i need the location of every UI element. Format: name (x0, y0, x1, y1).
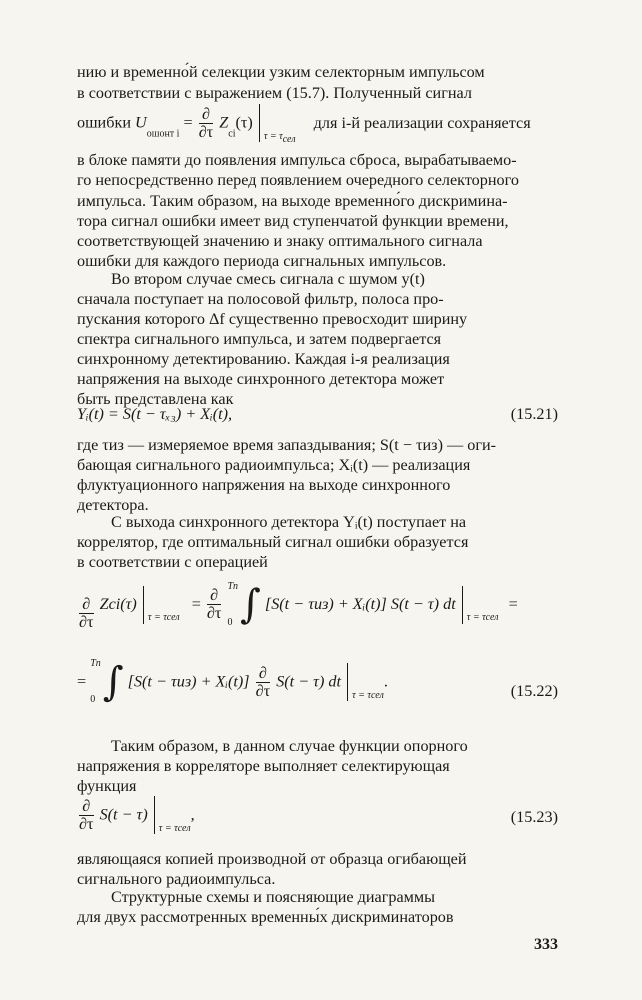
evaluation-subscript: τ = τсел (147, 612, 180, 624)
para7-line2: для двух рассмотренных временны́х дискриминаторов (77, 908, 454, 926)
evaluation-subscript: τ = τсел (263, 130, 296, 145)
para1-line1: нию и временно́й селекции узким селекторным импульсом (77, 63, 485, 81)
para1-line6: импульса. Таким образом, на выходе временно́го дискримина- (77, 192, 508, 210)
para7-line1: Структурные схемы и поясняющие диаграммы (111, 888, 436, 906)
equation-15-22-line1 (77, 578, 559, 648)
equation-15-21: Yᵢ(t) = S(t − τₓ₃) + Xᵢ(t), (77, 405, 233, 423)
para1-line3 (77, 104, 559, 150)
text-fragment: ошибки (77, 113, 131, 132)
integral-limits: Tп 0 (227, 580, 238, 628)
page-number: 333 (534, 936, 558, 953)
symbol-tau: (τ) (235, 113, 253, 132)
evaluation-bar (462, 586, 465, 624)
evaluation-bar (259, 104, 262, 142)
para6-line2: сигнального радиоимпульса. (77, 870, 276, 888)
para4-line3: в соответствии с операцией (77, 553, 268, 571)
para3-line1: где τиз — измеряемое время запаздывания; S(t − τиз) — оги- (77, 436, 497, 454)
equals-sign: = (191, 595, 201, 613)
para1-line8: соответствующей значению и знаку оптимального сигнала (77, 232, 483, 250)
equals-sign: = (77, 672, 87, 691)
partial-derivative: $\frac{\partial}{\partial\tau}$ (79, 595, 94, 631)
para1-line2: в соответствии с выражением (15.7). Полученный сигнал (77, 84, 472, 102)
partial-derivative: $\frac{\partial}{\partial\tau}$ (79, 796, 94, 833)
symbol-Z-sub: ci (228, 128, 236, 140)
para2-line3: пускания которого Δf существенно превосходит ширину (77, 310, 468, 328)
lhs-expression: Zci(τ) (99, 595, 137, 613)
para5-line2: напряжения в корреляторе выполняет селектирующая (77, 757, 450, 775)
integral-sign: ∫ (102, 659, 124, 705)
equation-number-15-21: (15.21) (510, 405, 558, 423)
integral-sign: ∫ (240, 581, 261, 628)
para5-line3: функция (77, 777, 137, 795)
para3-line2: бающая сигнального радиоимпульса; Xᵢ(t) — реализация (77, 456, 471, 474)
para2-line2: сначала поступает на полосовой фильтр, полоса про- (77, 290, 444, 308)
equation-15-22-line2: = Tп 0 ∫ [S(t − τиз) + Xᵢ(t)] $\frac{\partial}{\partial\tau}$ S(t − τ) dt $_{\tau = \tau сел}$. (77, 658, 388, 705)
partial-derivative: $\frac{\partial}{\partial\tau}$ (206, 586, 222, 622)
para2-line4: спектра сигнального импульса, и затем подвергается (77, 330, 442, 348)
evaluation-bar (143, 586, 146, 624)
para3-line4: детектора. (77, 496, 149, 514)
para2-line5: синхронному детектированию. Каждая i-я реализация (77, 350, 450, 368)
equation-number-15-23: (15.23) (510, 808, 558, 826)
para3-line3: флуктуационного напряжения на выходе синхронного (77, 476, 451, 494)
equals-sign: = (183, 113, 193, 132)
evaluation-subscript: τ = τсел (466, 612, 499, 624)
evaluation-bar (347, 663, 350, 701)
para1-line7: тора сигнал ошибки имеет вид ступенчатой функции времени, (77, 212, 509, 230)
para4-line2: коррелятор, где оптимальный сигнал ошибки образуется (77, 533, 469, 551)
symbol-U: U (135, 113, 147, 132)
para1-line4: в блоке памяти до появления импульса сброса, вырабатываемо- (77, 151, 517, 169)
evaluation-subscript: τ = τсел (352, 689, 384, 701)
para6-line1: являющаяся копией производной от образца огибающей (77, 850, 467, 868)
partial-derivative: $\frac{\partial}{\partial\tau}$ (198, 104, 214, 141)
para2-line6: напряжения на выходе синхронного детектора может (77, 370, 445, 388)
function-expression: S(t − τ) (99, 805, 148, 824)
evaluation-subscript: τ = τсел (158, 822, 191, 834)
symbol-U-sub: ошонт i (146, 128, 180, 140)
integrand: [S(t − τиз) + Xᵢ(t)] S(t − τ) dt (264, 595, 456, 613)
para5-line1: Таким образом, в данном случае функции опорного (111, 737, 468, 755)
para2-line1: Во втором случае смесь сигнала с шумом y(t) (111, 270, 425, 288)
text-fragment: для i-й реализации сохраняется (313, 113, 531, 132)
integral-limits: Tп 0 (90, 658, 101, 705)
equation-15-23: $\frac{\partial}{\partial\tau}$ S(t − τ) $_{\tau = \tau сел}$, (79, 796, 195, 834)
evaluation-bar (154, 796, 157, 834)
integrand-part2: S(t − τ) dt (276, 672, 342, 691)
para1-line9: ошибки для каждого периода сигнальных импульсов. (77, 252, 447, 270)
symbol-Z: Z (219, 113, 229, 132)
para4-line1: С выхода синхронного детектора Yᵢ(t) поступает на (111, 513, 467, 531)
para2-line7: быть представлена как (77, 390, 234, 408)
equals-sign: = (508, 595, 518, 613)
para1-line5: го непосредственно перед появлением очередного селекторного (77, 171, 519, 189)
equation-number-15-22: (15.22) (510, 682, 558, 700)
integrand-part1: [S(t − τиз) + Xᵢ(t)] (127, 672, 250, 691)
partial-derivative: $\frac{\partial}{\partial\tau}$ (255, 663, 271, 700)
